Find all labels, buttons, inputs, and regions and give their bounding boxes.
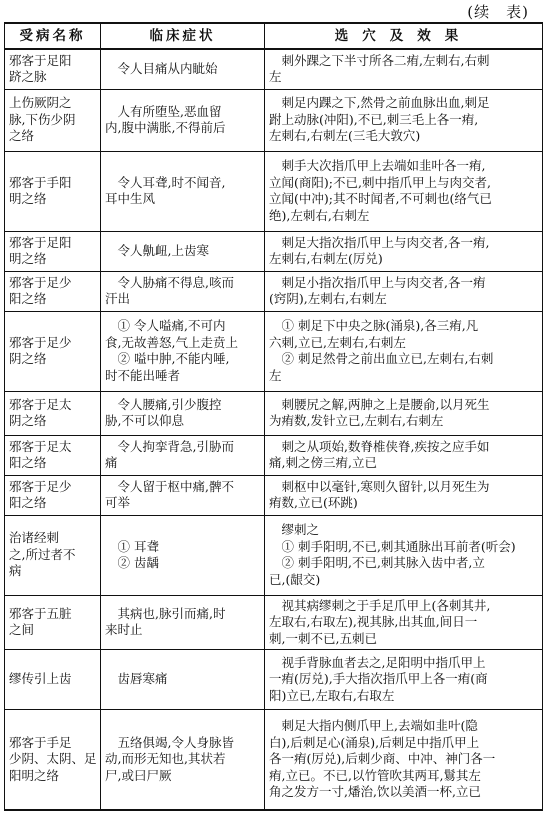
disease-name-cell [5,710,101,810]
treatment-cell [265,650,543,710]
treatment-line: 刺,一刺不已,五刺已 [269,630,377,646]
treatment-line: ① 刺手阳明,不已,刺其通脉出耳前者(听会) [281,538,516,554]
continued-label: (续 表) [467,3,529,21]
table-row [5,435,543,475]
treatment-line: 痏数,立已(环跳) [269,495,358,510]
treatment-line: 刺足大指内侧爪甲上,去端如韭叶(隐 [281,718,478,733]
treatment-line: ② 刺足然骨之前出血立已,左刺右,右刺 [281,351,494,366]
symptom-cell [101,435,265,475]
symptom-line: 内,腹中满胀,不得前后 [105,120,226,135]
treatment-line: 刺足小指次指爪甲上与肉交者,各一痏 [281,274,486,290]
treatment-line: 视其病缪刺之于手足爪甲上(各刺其井, [281,597,491,613]
symptom-cell [101,89,265,151]
symptom-line: 令人耳聋,时不闻音, [117,174,226,190]
column-header-symptoms: 临床症状 [101,23,265,49]
name-line: 脉,下伤少阴 [9,111,76,127]
name-line: 缪传引上齿 [9,671,72,687]
name-line: 阳之络 [9,495,47,510]
table-row [5,89,543,151]
symptom-line: 汗出 [105,291,131,306]
name-line: 邪客于足少 [9,478,72,494]
table-row [5,231,543,271]
symptom-line: 痛 [105,455,118,470]
symptom-line: 令人胁痛不得息,咳而 [117,274,234,290]
name-line: 邪客于足阳 [9,234,72,250]
treatment-line: 左 [269,69,282,85]
disease-name-cell [5,435,101,475]
symptom-line: ② 齿龋 [117,555,159,570]
treatment-cell [265,391,543,435]
symptom-cell [101,311,265,391]
name-line: 邪客于足太 [9,396,72,412]
name-line: 病 [9,563,22,579]
table-row [5,49,543,89]
treatment-line: 视手背脉血者去之,足阳明中指爪甲上 [281,654,486,670]
symptom-line: 令人拘挛背急,引胁而 [117,438,234,454]
symptom-line: 食,无故善怒,气上走贲上 [105,334,238,350]
treatment-cell [265,231,543,271]
name-line: 之间 [9,622,35,638]
name-line: 邪客于手足 [9,734,72,750]
treatment-line: 刺手大次指爪甲上去端如韭叶各一痏, [281,158,486,173]
symptom-line: 尸,或曰尸厥 [105,767,172,783]
name-line: 明之络 [9,251,47,266]
table-body [5,49,543,810]
symptom-cell [101,271,265,311]
treatment-line: 刺足内踝之下,然骨之前血脉出血,刺足 [281,95,490,111]
name-line: 邪客于足少 [9,334,72,350]
disease-name-cell [5,311,101,391]
symptom-line: 可举 [105,495,131,510]
symptom-line: 动,而形无知也,其状若 [105,751,226,766]
table-row [5,271,543,311]
symptom-line: 来时止 [105,622,143,638]
symptom-cell [101,650,265,710]
name-line: 跻之脉 [9,69,47,85]
treatment-cell [265,435,543,475]
treatment-line: 立闻(中冲);其不时闻者,不可刺也(络气已 [269,191,492,206]
symptom-line: 耳中生风 [105,191,156,206]
treatment-line: 刺腰尻之解,两胂之上是腰俞,以月死生 [281,396,490,412]
table-row [5,151,543,231]
treatment-cell [265,271,543,311]
symptom-line: ① 令人嗌痛,不可内 [117,318,226,333]
symptom-line: 令人鼽衄,上齿寒 [117,242,209,258]
disease-name-cell [5,89,101,151]
disease-name-cell [5,49,101,89]
treatment-line: 左 [269,367,282,383]
name-line: 明之络 [9,191,47,206]
name-line: 邪客于五脏 [9,605,72,621]
disease-name-cell [5,271,101,311]
treatment-line: 左刺右,右刺左(三毛大敦穴) [269,128,421,144]
column-header-points: 选穴及效果 [265,23,543,49]
treatment-line: 角之发方一寸,燔治,饮以美酒一杯,立已 [269,784,481,799]
name-line: 少阴、太阴、足 [9,751,97,766]
symptom-cell [101,391,265,435]
disease-name-cell [5,151,101,231]
symptom-line: 令人留于枢中痛,髀不 [117,478,234,494]
treatment-line: 缪刺之 [281,522,320,537]
symptom-line: 齿唇寒痛 [117,671,168,687]
treatment-line: 为痏数,发针立已,左刺右,右刺左 [269,413,444,428]
treatment-cell [265,311,543,391]
treatment-line: ② 刺手阳明,不已,刺其脉入齿中者,立 [281,555,485,570]
symptom-cell [101,595,265,650]
table-header-row [5,23,543,49]
symptom-line: 人有所堕坠,恶血留 [117,103,222,119]
symptom-line: 其病也,脉引而痛,时 [117,605,226,621]
name-line: 治诸经刺 [9,530,60,546]
treatment-line: 痛,刺之傍三痏,立已 [269,455,377,470]
symptom-line: 令人腰痛,引少腹控 [117,396,222,412]
treatment-line: 刺外踝之下半寸所各二痏,左刺右,右刺 [281,52,490,68]
symptom-line: ② 嗌中肿,不能内唾, [117,351,230,366]
symptom-cell [101,49,265,89]
treatment-cell [265,475,543,515]
treatment-line: 各一痏(厉兑),后刺少商、中冲、神门各一 [269,751,496,766]
treatment-cell [265,89,543,151]
name-line: 阳之络 [9,291,47,306]
treatment-line: ① 刺足下中央之脉(涌泉),各三痏,凡 [281,318,479,333]
name-line: 邪客于足阳 [9,52,72,68]
table-row [5,650,543,710]
name-line: 阴之络 [9,351,47,366]
treatment-line: 左取右,右取左),视其脉,出其血,间日一 [269,614,478,629]
table-row [5,311,543,391]
symptom-line: 令人目痛从内眦始 [117,61,218,76]
treatment-cell [265,515,543,595]
treatment-line: 阳)立已,左取右,右取左 [269,687,395,703]
symptom-line: ① 耳聋 [117,538,159,554]
name-line: 阳明之络 [9,767,60,783]
name-line: 上伤厥阴之 [9,95,72,111]
column-header-disease: 受病名称 [5,23,101,49]
treatment-line: 一痏(厉兑),手大指次指爪甲上各一痏(商 [269,671,488,687]
treatment-line: 刺枢中以毫针,寒则久留针,以月死生为 [281,478,490,494]
treatment-line: 刺足大指次指爪甲上与肉交者,各一痏, [281,234,490,250]
treatment-line: 绝),左刺右,右刺左 [269,207,370,223]
treatment-line: 刺之从项始,数脊椎侠脊,疾按之应手如 [281,438,490,454]
treatment-line: 左刺右,右刺左(厉兑) [269,251,383,266]
treatment-line: 立闻(商阳);不已,刺中指爪甲上与肉交者, [269,174,491,190]
disease-name-cell [5,650,101,710]
name-line: 邪客于手阳 [9,174,72,190]
treatment-line: 痏,立已。不已,以竹管吹其两耳,鬄其左 [269,767,481,783]
treatment-line: 六刺,立已,左刺右,右刺左 [269,334,406,350]
treatment-cell [265,710,543,810]
name-line: 邪客于足太 [9,438,72,454]
symptom-cell [101,475,265,515]
table-row [5,710,543,810]
table-row [5,595,543,650]
symptom-line: 时不能出唾者 [105,367,181,383]
name-line: 之络 [9,128,35,144]
symptom-line: 胁,不可以仰息 [105,413,184,428]
table-row [5,515,543,595]
name-line: 阳之络 [9,455,47,470]
name-line: 阴之络 [9,413,47,428]
symptom-line: 五络俱竭,令人身脉皆 [117,734,234,750]
symptom-cell [101,151,265,231]
treatment-cell [265,595,543,650]
treatment-line: 已,(龈交) [269,571,321,587]
symptom-cell [101,515,265,595]
name-line: 之,所过者不 [9,546,76,562]
disease-name-cell [5,391,101,435]
symptom-cell [101,710,265,810]
acupuncture-table [4,22,543,811]
treatment-line: (窍阴),左刺右,右刺左 [269,291,387,306]
disease-name-cell [5,515,101,595]
treatment-cell [265,49,543,89]
table-row [5,475,543,515]
treatment-line: 跗上动脉(冲阳),不已,刺三毛上各一痏, [269,111,479,127]
treatment-cell [265,151,543,231]
treatment-line: 白),后刺足心(涌泉),后刺足中指爪甲上 [269,734,480,750]
symptom-cell [101,231,265,271]
table-row [5,391,543,435]
name-line: 邪客于足少 [9,274,72,290]
disease-name-cell [5,475,101,515]
disease-name-cell [5,595,101,650]
disease-name-cell [5,231,101,271]
